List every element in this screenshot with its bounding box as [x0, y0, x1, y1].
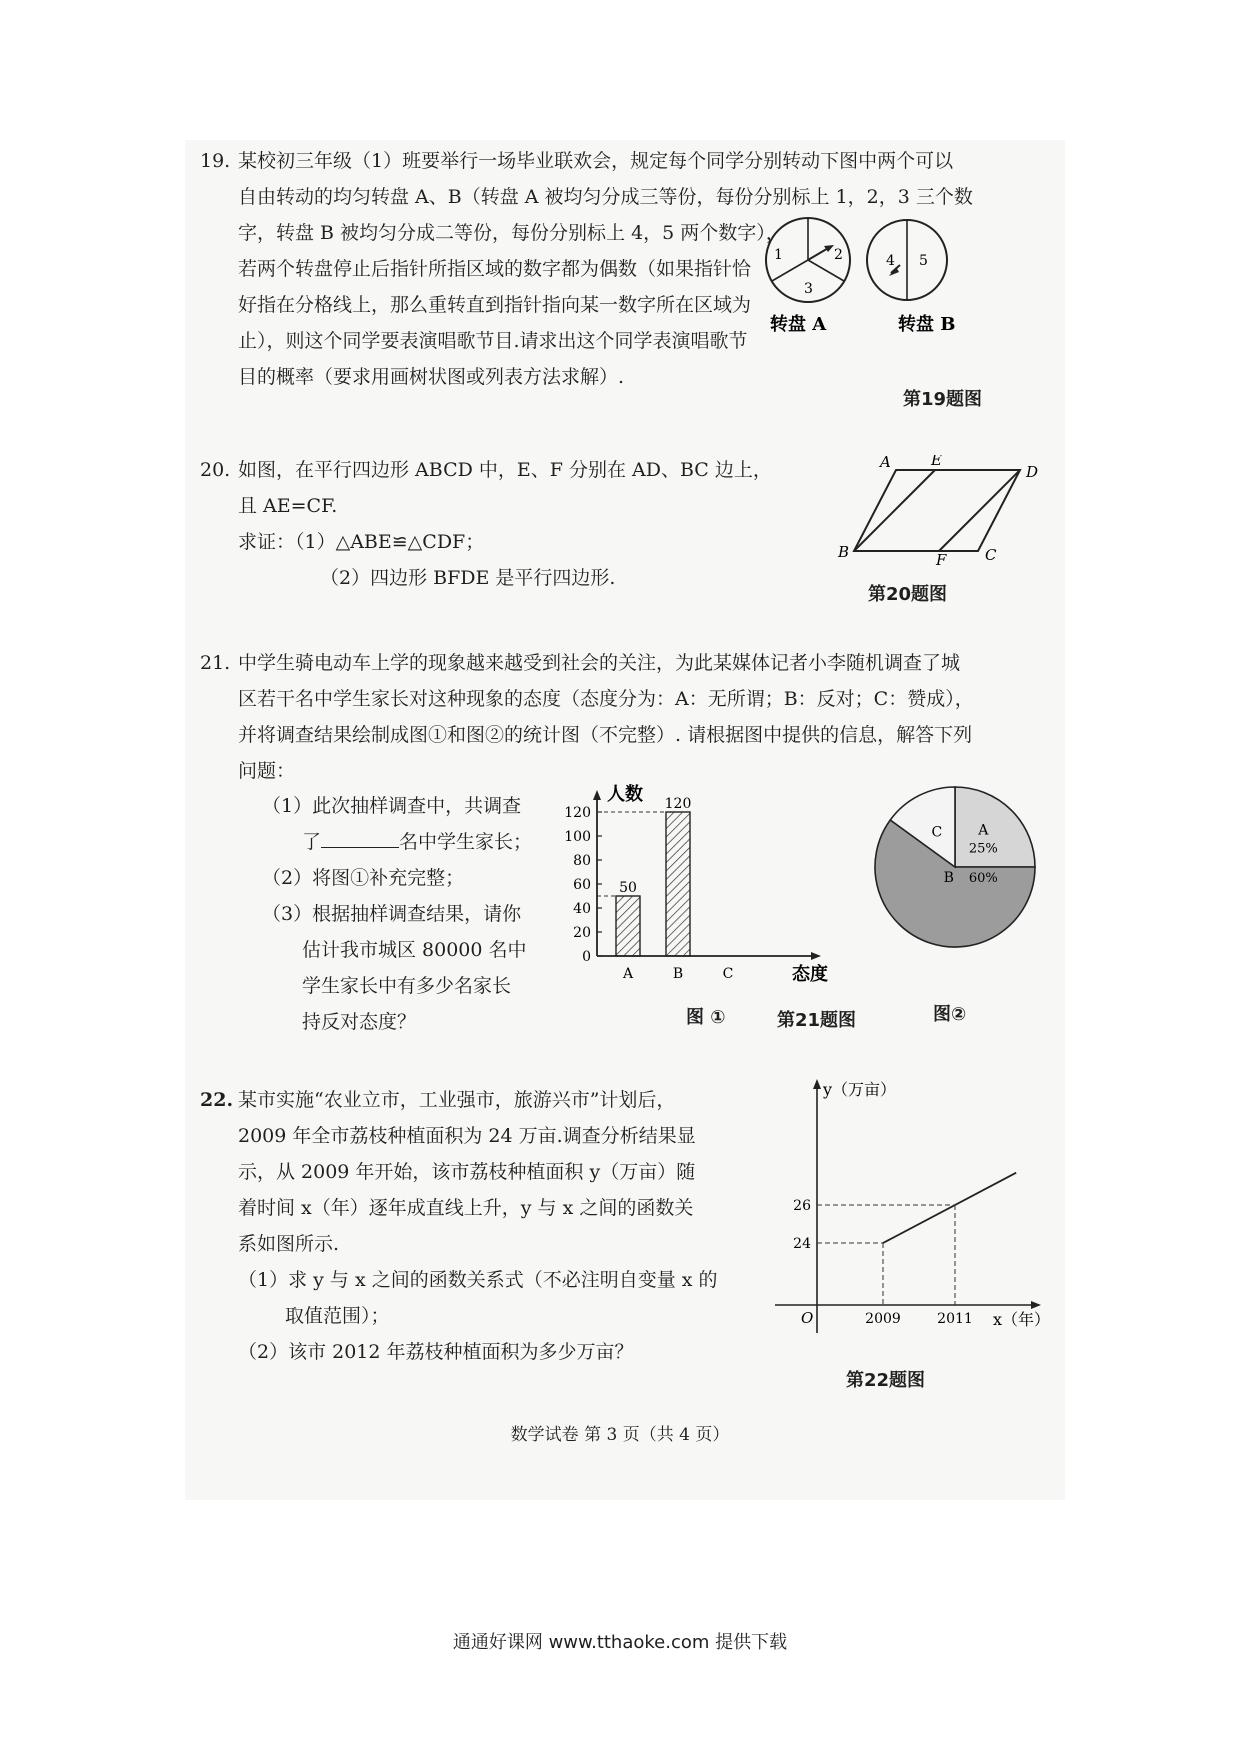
- x-tick-label: 2009: [865, 1311, 901, 1327]
- pie-chart: [870, 782, 1040, 952]
- spinner-figures: [750, 215, 1070, 345]
- bar: [666, 812, 690, 956]
- parallelogram-figure: [830, 455, 1050, 565]
- question-number: 22.: [200, 1089, 234, 1111]
- y-tick-label: 80: [573, 853, 591, 869]
- origin-label: O: [801, 1309, 814, 1327]
- spinner-a: [766, 218, 850, 335]
- x-axis-arrow: [811, 952, 821, 960]
- line-chart: [775, 1075, 1065, 1335]
- y-tick-label: 20: [573, 925, 591, 941]
- bar: [616, 896, 640, 956]
- y-axis-label: 人数: [607, 784, 643, 805]
- y-axis-label: y（万亩）: [823, 1080, 897, 1099]
- question-22: 22. 某市实施“农业立市，工业强市，旅游兴市”计划后， 2009 年全市荔枝种植面积为 24 万亩.调查分析结果显 示，从 2009 年开始，该市荔枝种植面积 y（万亩）随 着时间 x（年）逐年成直线上升，y 与 x 之间的函数关 系如图所示. （1）求 y 与 x 之间的函数关系式（不必注明自变量 x 的 取值范围）； （2）该市 2012 年荔枝种植面积为多少万亩？: [200, 1082, 790, 1370]
- x-axis-arrow: [1031, 1301, 1041, 1309]
- point-label: C: [985, 546, 997, 564]
- page-footer: 数学试卷 第 3 页（共 4 页）: [510, 1425, 730, 1445]
- data-label: 50: [619, 880, 637, 896]
- y-tick-label: 120: [564, 805, 591, 821]
- x-tick-label: C: [722, 966, 734, 982]
- point-label: F: [936, 551, 947, 565]
- pie-slice-label: 25%: [968, 841, 998, 857]
- x-axis-label: 态度: [792, 964, 828, 985]
- figure-caption: 第19题图: [903, 389, 983, 410]
- figure-caption: 图 ①: [686, 1007, 726, 1028]
- x-axis-label: x（年）: [993, 1310, 1051, 1329]
- data-label: 120: [664, 796, 692, 812]
- spinner-a-section: 1: [774, 247, 783, 263]
- answer-blank[interactable]: [321, 825, 399, 848]
- question-20: 20. 如图，在平行四边形 ABCD 中，E、F 分别在 AD、BC 边上， 且 AE=CF. 求证：（1）△ABE≌△CDF； （2）四边形 BFDE 是平行四边形.: [200, 452, 820, 596]
- x-tick-label: A: [622, 966, 634, 982]
- pie-slice-label: 60%: [968, 871, 998, 887]
- y-tick-label: 40: [573, 901, 591, 917]
- y-tick-label: 26: [793, 1198, 811, 1214]
- y-tick-label: 0: [582, 949, 591, 965]
- figure-caption: 第20题图: [868, 584, 948, 605]
- x-tick-label: B: [672, 966, 684, 982]
- spinner-a-section: 2: [834, 247, 843, 263]
- point-label: B: [838, 543, 850, 561]
- spinner-b: [867, 220, 955, 335]
- y-tick-label: 24: [793, 1236, 811, 1252]
- question-19: 19. 某校初三年级（1）班要举行一场毕业联欢会，规定每个同学分别转动下图中两个可以 自由转动的均匀转盘 A、B（转盘 A 被均匀分成三等份，每份分别标上 1，2，3 三个数 字，转盘 B 被均匀分成二等份，每份分别标上 4，5 两个数字）， 若两个转盘停止后指针所指区域的数字都为偶数（如果指针恰 好指在分格线上，那么重转直到指针指向某一数字所在区域为 止），则这个同学要表演唱歌节目.请求出这个同学表演唱歌节 目的概率（要求用画树状图或列表方法求解）.: [200, 143, 1060, 395]
- y-axis-arrow: [813, 1079, 821, 1089]
- data-line: [883, 1173, 1016, 1243]
- point-label: A: [880, 455, 891, 471]
- figure-caption: 第22题图: [846, 1370, 926, 1391]
- y-axis-arrow: [593, 790, 601, 800]
- spinner-b-label: 转盘 B: [898, 314, 956, 335]
- x-tick-label: 2011: [937, 1311, 973, 1327]
- point-label: D: [1026, 463, 1039, 481]
- y-tick-label: 60: [573, 877, 591, 893]
- pie-slice-name: A: [978, 822, 989, 839]
- figure-caption: 第21题图: [777, 1010, 857, 1031]
- bar-chart: [555, 778, 835, 998]
- spinner-a-label: 转盘 A: [770, 314, 827, 335]
- question-number: 19.: [200, 150, 231, 172]
- point-label: E: [931, 455, 942, 469]
- spinner-a-section: 3: [804, 281, 813, 297]
- spinner-b-section: 4: [886, 253, 895, 269]
- spinner-b-section: 5: [919, 253, 928, 269]
- question-number: 21.: [200, 652, 231, 674]
- question-number: 20.: [200, 459, 231, 481]
- pie-slice-name: C: [931, 824, 943, 841]
- site-footer: 通通好课网 www.tthaoke.com 提供下载: [452, 1632, 788, 1653]
- figure-caption: 图②: [933, 1004, 967, 1025]
- question-21: 21. 中学生骑电动车上学的现象越来越受到社会的关注，为此某媒体记者小李随机调查了城 区若干名中学生家长对这种现象的态度（态度分为：A：无所谓；B：反对；C：赞成）， 并将调查结果绘制成图①和图②的统计图（不完整）. 请根据图中提供的信息，解答下列 问题：: [200, 645, 1060, 789]
- question-21-subparts: （1）此次抽样调查中，共调查 了 名中学生家长； （2）将图①补充完整； （3）根据抽样调查结果，请你 估计我市城区 80000 名中 学生家长中有多少名家长 持反对态度？: [262, 795, 533, 1033]
- y-tick-label: 100: [564, 829, 591, 845]
- pie-slice-name: B: [943, 870, 954, 887]
